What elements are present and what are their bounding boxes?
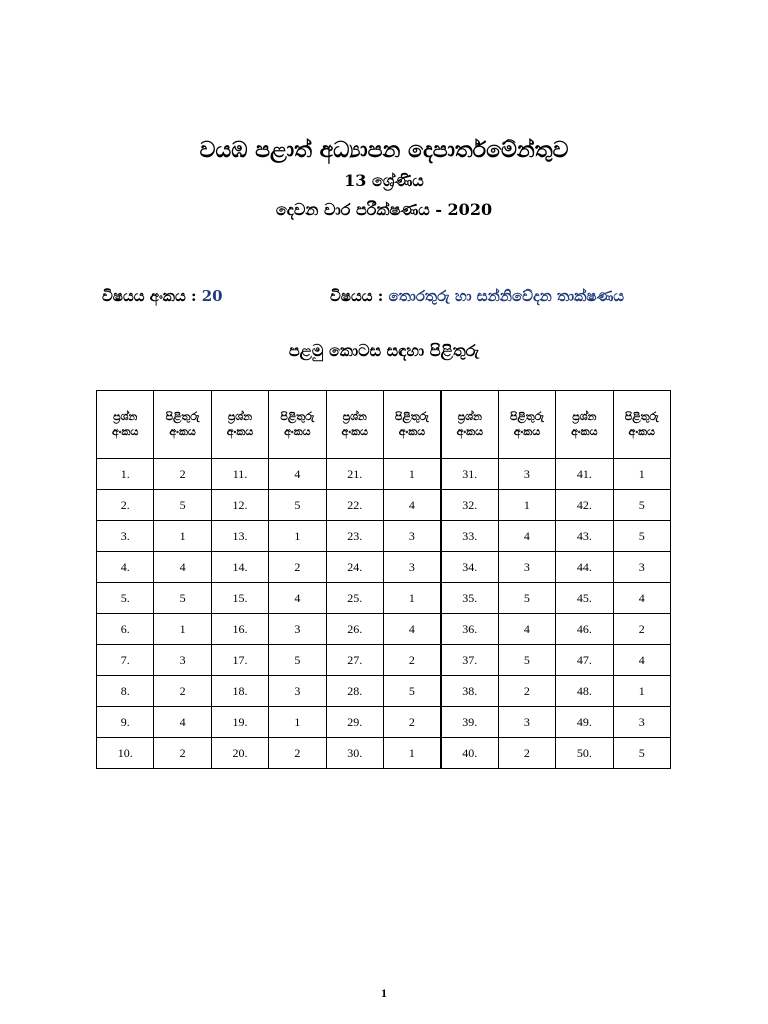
header-line2: අංකය — [169, 424, 196, 438]
header-line1: ප්‍රශ්න — [227, 409, 253, 423]
header-answer-number — [613, 391, 670, 459]
header-line2: අංකය — [628, 424, 655, 438]
question-number-cell: 4. — [97, 552, 154, 583]
answer-cell: 2 — [154, 459, 211, 490]
question-number-cell: 5. — [97, 583, 154, 614]
question-number-cell: 46. — [556, 614, 613, 645]
header-line1: පිළිතුරු — [394, 409, 429, 423]
answer-cell: 4 — [498, 614, 555, 645]
answer-cell: 4 — [383, 490, 440, 521]
answer-cell: 1 — [383, 738, 440, 769]
header-line2: අංකය — [226, 424, 254, 438]
question-number-cell: 38. — [441, 676, 498, 707]
answer-cell: 2 — [269, 738, 326, 769]
answer-cell: 5 — [154, 583, 211, 614]
question-number-cell: 21. — [326, 459, 383, 490]
question-number-cell: 48. — [556, 676, 613, 707]
answer-cell: 4 — [269, 583, 326, 614]
question-number-cell: 23. — [326, 521, 383, 552]
answer-cell: 1 — [613, 459, 670, 490]
header-line1: පිළිතුරු — [280, 409, 315, 423]
answer-cell: 3 — [154, 645, 211, 676]
answer-cell: 4 — [613, 645, 670, 676]
subject-number-label: විෂයය අංකය : — [102, 287, 202, 305]
question-number-cell: 33. — [441, 521, 498, 552]
header-answer-number — [154, 391, 211, 459]
answer-cell: 3 — [269, 676, 326, 707]
header-line2: අංකය — [571, 424, 598, 438]
exam-label: දෙවන වාර පරීක්ෂණය - 2020 — [275, 200, 493, 219]
question-number-cell: 3. — [97, 521, 154, 552]
question-number-cell: 45. — [556, 583, 613, 614]
question-number-cell: 13. — [211, 521, 268, 552]
table-row — [97, 738, 671, 769]
answer-cell: 2 — [154, 738, 211, 769]
question-number-cell: 10. — [97, 738, 154, 769]
answer-cell: 5 — [613, 738, 670, 769]
question-number-cell: 17. — [211, 645, 268, 676]
question-number-cell: 14. — [211, 552, 268, 583]
question-number-cell: 42. — [556, 490, 613, 521]
question-number-cell: 25. — [326, 583, 383, 614]
subject-name-label: විෂයය : — [330, 287, 389, 305]
answer-cell: 1 — [498, 490, 555, 521]
answer-cell: 3 — [498, 707, 555, 738]
answer-cell: 4 — [154, 552, 211, 583]
table-header-row — [97, 391, 671, 459]
question-number-cell: 24. — [326, 552, 383, 583]
question-number-cell: 16. — [211, 614, 268, 645]
answer-cell: 1 — [154, 614, 211, 645]
answer-cell: 5 — [498, 645, 555, 676]
page-number: 1 — [381, 986, 387, 1000]
answer-cell: 1 — [613, 676, 670, 707]
table-row — [97, 521, 671, 552]
answer-cell: 3 — [613, 707, 670, 738]
table-row — [97, 552, 671, 583]
subject-row — [102, 287, 702, 311]
table-row — [97, 676, 671, 707]
table-row — [97, 645, 671, 676]
question-number-cell: 1. — [97, 459, 154, 490]
table-row — [97, 583, 671, 614]
answer-cell: 3 — [383, 552, 440, 583]
question-number-cell: 2. — [97, 490, 154, 521]
answer-cell: 5 — [383, 676, 440, 707]
answer-cell: 2 — [154, 676, 211, 707]
question-number-cell: 36. — [441, 614, 498, 645]
answer-cell: 4 — [154, 707, 211, 738]
header-line1: පිළිතුරු — [165, 409, 200, 423]
answer-cell: 3 — [498, 459, 555, 490]
answer-cell: 1 — [383, 459, 440, 490]
answer-cell: 5 — [613, 490, 670, 521]
question-number-cell: 44. — [556, 552, 613, 583]
question-number-cell: 20. — [211, 738, 268, 769]
question-number-cell: 26. — [326, 614, 383, 645]
answer-cell: 2 — [383, 645, 440, 676]
answer-cell: 2 — [613, 614, 670, 645]
table-row — [97, 459, 671, 490]
header-line2: අංකය — [341, 424, 368, 438]
question-number-cell: 6. — [97, 614, 154, 645]
answer-cell: 1 — [269, 707, 326, 738]
answer-cell: 4 — [383, 614, 440, 645]
header-answer-number — [383, 391, 440, 459]
question-number-cell: 29. — [326, 707, 383, 738]
question-number-cell: 31. — [441, 459, 498, 490]
question-number-cell: 28. — [326, 676, 383, 707]
question-number-cell: 22. — [326, 490, 383, 521]
table-row — [97, 614, 671, 645]
question-number-cell: 37. — [441, 645, 498, 676]
question-number-cell: 50. — [556, 738, 613, 769]
header-question-number — [97, 391, 154, 459]
question-number-cell: 18. — [211, 676, 268, 707]
answer-cell: 4 — [498, 521, 555, 552]
header-question-number — [326, 391, 383, 459]
header-line1: පිළිතුරු — [624, 409, 659, 423]
answer-cell: 3 — [269, 614, 326, 645]
question-number-cell: 12. — [211, 490, 268, 521]
answer-cell: 3 — [383, 521, 440, 552]
question-number-cell: 49. — [556, 707, 613, 738]
header-line2: අංකය — [456, 424, 483, 438]
answer-cell: 4 — [613, 583, 670, 614]
header-line1: ප්‍රශ්න — [572, 409, 597, 423]
header-line2: අංකය — [284, 424, 311, 438]
answer-cell: 5 — [269, 490, 326, 521]
question-number-cell: 41. — [556, 459, 613, 490]
answer-cell: 3 — [613, 552, 670, 583]
header-line1: ප්‍රශ්න — [342, 409, 367, 423]
subject-name-value: තොරතුරු හා සන්නිවේදන තාක්ෂණය — [388, 287, 625, 305]
answer-cell: 4 — [269, 459, 326, 490]
header-line1: ප්‍රශ්න — [113, 409, 138, 423]
answer-cell: 2 — [269, 552, 326, 583]
question-number-cell: 47. — [556, 645, 613, 676]
table-row — [97, 707, 671, 738]
answer-cell: 5 — [498, 583, 555, 614]
answer-cell: 1 — [269, 521, 326, 552]
question-number-cell: 39. — [441, 707, 498, 738]
header-line1: ප්‍රශ්න — [457, 409, 482, 423]
table-row — [97, 490, 671, 521]
grade-label: 13 ශ්‍රේණිය — [344, 171, 424, 190]
header-answer-number — [498, 391, 555, 459]
question-number-cell: 27. — [326, 645, 383, 676]
question-number-cell: 32. — [441, 490, 498, 521]
answer-cell: 5 — [269, 645, 326, 676]
question-number-cell: 35. — [441, 583, 498, 614]
question-number-cell: 43. — [556, 521, 613, 552]
subject-name — [330, 287, 624, 305]
answer-cell: 5 — [154, 490, 211, 521]
header-question-number — [211, 391, 268, 459]
answer-cell: 2 — [383, 707, 440, 738]
answer-cell: 5 — [613, 521, 670, 552]
answer-table — [96, 390, 671, 769]
header-answer-number — [269, 391, 326, 459]
question-number-cell: 40. — [441, 738, 498, 769]
subject-number-value: 20 — [201, 287, 223, 305]
header-line2: අංකය — [111, 424, 139, 438]
question-number-cell: 11. — [211, 459, 268, 490]
header-question-number — [441, 391, 498, 459]
header-line2: අංකය — [513, 424, 541, 438]
section-title: පළමු කොටස සඳහා පිළිතුරු — [288, 341, 480, 360]
header-question-number — [556, 391, 613, 459]
answer-cell: 3 — [498, 552, 555, 583]
answer-cell: 1 — [154, 521, 211, 552]
question-number-cell: 30. — [326, 738, 383, 769]
table-body — [97, 459, 671, 769]
answer-cell: 2 — [498, 738, 555, 769]
question-number-cell: 7. — [97, 645, 154, 676]
answer-cell: 2 — [498, 676, 555, 707]
subject-number — [102, 287, 223, 305]
header-line2: අංකය — [398, 424, 426, 438]
question-number-cell: 15. — [211, 583, 268, 614]
question-number-cell: 8. — [97, 676, 154, 707]
question-number-cell: 34. — [441, 552, 498, 583]
question-number-cell: 9. — [97, 707, 154, 738]
question-number-cell: 19. — [211, 707, 268, 738]
header-line1: පිළිතුරු — [509, 409, 544, 423]
answer-cell: 1 — [383, 583, 440, 614]
page-title: වයඹ පළාත් අධ්‍යාපන දෙපාර්තමේන්තුව — [199, 137, 569, 163]
